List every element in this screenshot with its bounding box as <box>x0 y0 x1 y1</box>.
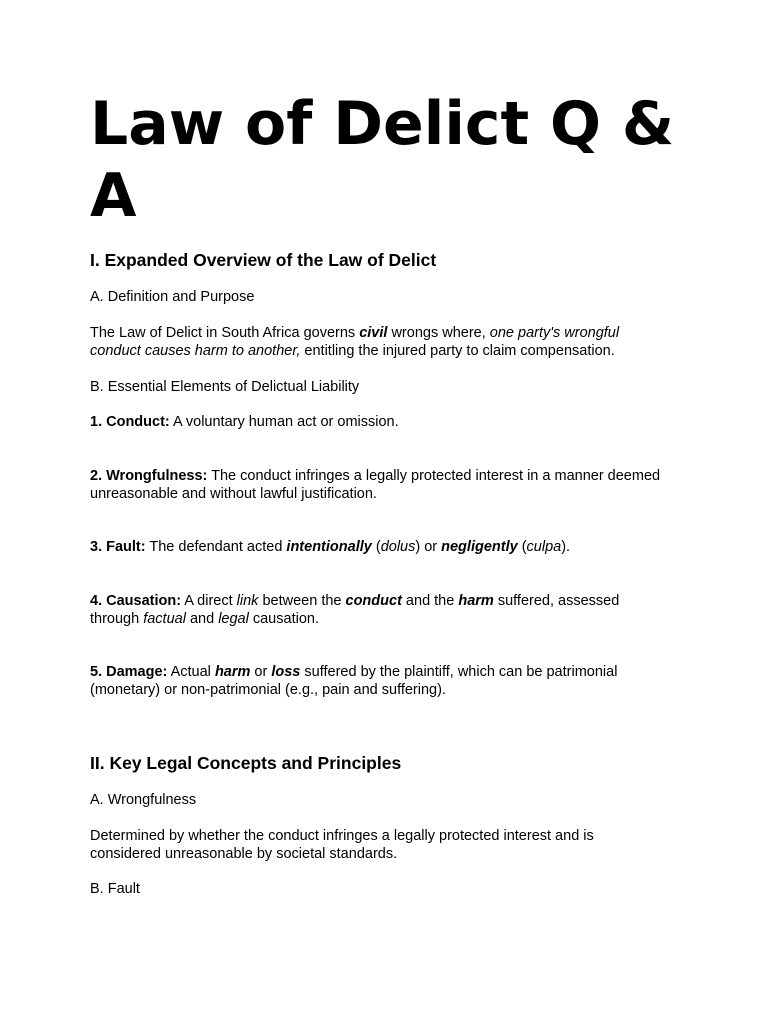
wrongfulness-paragraph: Determined by whether the conduct infringes a legally protected interest and is considered unreasonable by societal standards. <box>90 828 594 862</box>
element-fault: 3. Fault: The defendant acted intentionally (dolus) or negligently (culpa). <box>90 539 571 555</box>
element-wrongfulness: 2. Wrongfulness: The conduct infringes a legally protected interest in a manner deemed unreasonable and without lawful justification. <box>90 468 661 502</box>
element-causation: 4. Causation: A direct link between the conduct and the harm suffered, assessed through factual and legal causation. <box>90 593 620 627</box>
subheading-wrongfulness: A. Wrongfulness <box>90 792 197 808</box>
subheading-elements: B. Essential Elements of Delictual Liability <box>90 379 360 395</box>
element-damage: 5. Damage: Actual harm or loss suffered by the plaintiff, which can be patrimonial (monetary) or non-patrimonial (e.g., pain and suffering). <box>90 664 618 698</box>
definition-paragraph: The Law of Delict in South Africa governs civil wrongs where, one party's wrongful conduct causes harm to another, entitling the injured party to claim compensation. <box>90 325 620 359</box>
subheading-fault: B. Fault <box>90 881 140 897</box>
element-conduct: 1. Conduct: A voluntary human act or omission. <box>90 414 399 430</box>
section-heading-concepts: II. Key Legal Concepts and Principles <box>90 753 402 773</box>
section-heading-overview: I. Expanded Overview of the Law of Delict <box>90 250 437 270</box>
subheading-definition: A. Definition and Purpose <box>90 289 255 305</box>
page-title: Law of Delict Q & A <box>90 89 675 231</box>
